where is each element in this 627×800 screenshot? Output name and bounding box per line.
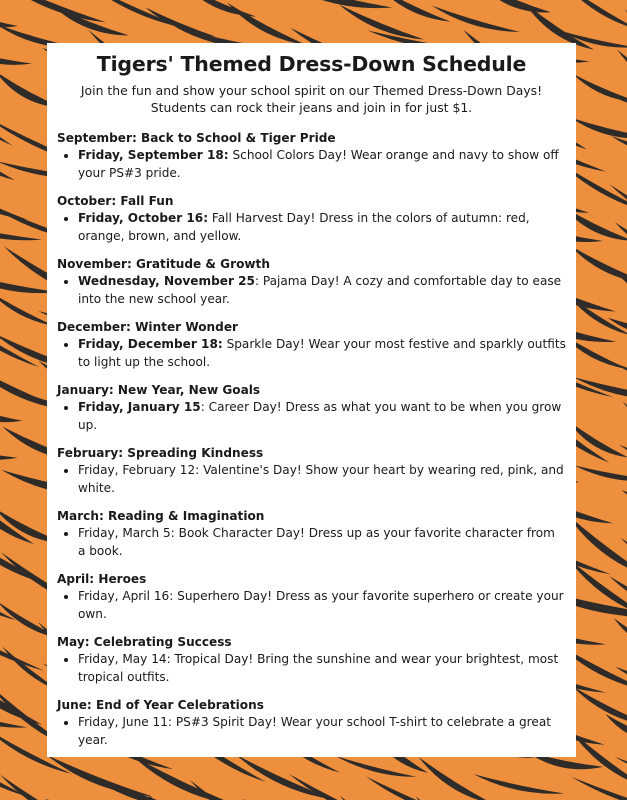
event-description: Sparkle Day! Wear your most festive and sparkly outfits to light up the school. xyxy=(78,337,566,369)
event-item xyxy=(78,651,566,686)
event-item xyxy=(78,210,566,245)
month-section xyxy=(57,508,566,560)
event-date: Friday, January 15 xyxy=(78,400,201,414)
intro-line-1: Join the fun and show your school spirit on our Themed Dress-Down Days! xyxy=(80,83,543,98)
event-list xyxy=(57,714,566,749)
event-list xyxy=(57,525,566,560)
event-description: School Colors Day! Wear orange and navy to show off your PS#3 pride. xyxy=(78,148,559,180)
event-date: Friday, December 18: xyxy=(78,337,223,351)
month-section xyxy=(57,697,566,749)
month-heading: June: End of Year Celebrations xyxy=(57,698,264,712)
event-list xyxy=(57,462,566,497)
month-section xyxy=(57,319,566,371)
month-heading: December: Winter Wonder xyxy=(57,320,238,334)
event-list xyxy=(57,588,566,623)
event-description: PS#3 Spirit Day! Wear your school T-shirt to celebrate a great year. xyxy=(78,715,551,747)
event-description: Book Character Day! Dress up as your favorite character from a book. xyxy=(78,526,555,558)
event-description: Superhero Day! Dress as your favorite superhero or create your own. xyxy=(78,589,564,621)
schedule-card xyxy=(47,43,576,757)
event-list xyxy=(57,273,566,308)
event-description: : Pajama Day! A cozy and comfortable day to ease into the new school year. xyxy=(78,274,562,306)
month-section xyxy=(57,130,566,182)
event-date: Friday, March 5: xyxy=(78,526,175,540)
month-section xyxy=(57,382,566,434)
month-section xyxy=(57,571,566,623)
event-description: Fall Harvest Day! Dress in the colors of autumn: red, orange, brown, and yellow. xyxy=(78,211,530,243)
event-item xyxy=(78,399,566,434)
month-heading: September: Back to School & Tiger Pride xyxy=(57,131,336,145)
event-description: Valentine's Day! Show your heart by wearing red, pink, and white. xyxy=(78,463,564,495)
event-item xyxy=(78,336,566,371)
event-date: Friday, May 14: xyxy=(78,652,171,666)
event-item xyxy=(78,273,566,308)
month-heading: October: Fall Fun xyxy=(57,194,174,208)
month-section xyxy=(57,445,566,497)
event-list xyxy=(57,651,566,686)
event-date: Friday, April 16: xyxy=(78,589,174,603)
event-list xyxy=(57,336,566,371)
month-heading: March: Reading & Imagination xyxy=(57,509,265,523)
month-heading: January: New Year, New Goals xyxy=(57,383,261,397)
event-date: Friday, February 12: xyxy=(78,463,200,477)
event-date: Wednesday, November 25 xyxy=(78,274,255,288)
event-date: Friday, October 16: xyxy=(78,211,209,225)
event-date: Friday, June 11: xyxy=(78,715,172,729)
page-title: Tigers' Themed Dress-Down Schedule xyxy=(96,52,527,76)
event-list xyxy=(57,210,566,245)
event-description: Tropical Day! Bring the sunshine and wear your brightest, most tropical outfits. xyxy=(78,652,559,684)
month-heading: May: Celebrating Success xyxy=(57,635,232,649)
event-item xyxy=(78,462,566,497)
month-list xyxy=(57,130,566,749)
intro-text xyxy=(57,82,566,116)
event-item xyxy=(78,525,566,560)
event-list xyxy=(57,147,566,182)
month-section xyxy=(57,256,566,308)
month-heading: November: Gratitude & Growth xyxy=(57,257,270,271)
month-heading: April: Heroes xyxy=(57,572,147,586)
event-item xyxy=(78,147,566,182)
month-section xyxy=(57,634,566,686)
intro-line-2: Students can rock their jeans and join in for just $1. xyxy=(150,100,473,115)
event-date: Friday, September 18: xyxy=(78,148,229,162)
month-section xyxy=(57,193,566,245)
event-description: : Career Day! Dress as what you want to be when you grow up. xyxy=(78,400,562,432)
event-item xyxy=(78,588,566,623)
event-item xyxy=(78,714,566,749)
event-list xyxy=(57,399,566,434)
month-heading: February: Spreading Kindness xyxy=(57,446,264,460)
